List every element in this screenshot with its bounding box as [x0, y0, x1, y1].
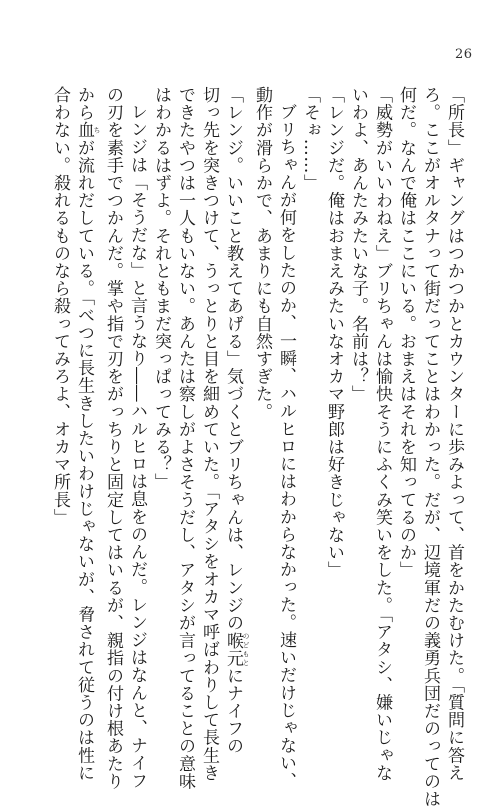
text-column: ブリちゃんが何をしたのか、一瞬、ハルヒロにはわからなかった。速いだけじゃない、: [276, 103, 296, 790]
column-text: が流れだしている。「べつに長生きしたいわけじゃないが、脅されて従うのは性に: [74, 138, 94, 782]
page-number: 26: [455, 47, 473, 62]
text-column: いわよ、あんたみたいな子。名前は？」: [348, 86, 368, 403]
text-column: 「所長」ギャングはつかつかとカウンターに歩みよって、首をかたむけた。「質問に答え: [444, 86, 464, 782]
text-column: 動作が滑らかで、あまりにも自然すぎた。: [252, 86, 272, 421]
furigana: 血 ち: [74, 121, 101, 139]
text-column: 「そぉ……」: [300, 86, 320, 192]
column-text: にナイフの: [223, 666, 243, 755]
text-column: はわかるはずよ。それともまだ突っぱってみる？」: [151, 86, 171, 491]
text-column: 「威勢がいいわねえ」ブリちゃんは愉快そうにふくみ笑いをした。「アタシ、嫌いじゃな: [372, 86, 392, 782]
text-column: 何だ。なんで俺はここにいる。おまえはそれを知ってるのか」: [396, 86, 416, 579]
text-column: [72, 86, 101, 782]
body-text: [50, 86, 466, 808]
text-column: レンジは「そうだな」と言うなり――ハルヒロは息をのんだ。レンジはなんと、ナイフ: [127, 103, 147, 790]
text-column: ろ。ここがオルタナって街だってことはわかった。だが、辺境軍だの義勇兵団だのってのは: [420, 86, 440, 808]
furigana: 喉元 のどもと: [223, 631, 250, 667]
text-column: 切っ先を突きつけて、うっとりと目を細めていた。「アタシをオカマ呼ばわりして長生き: [199, 86, 219, 782]
column-text: から: [74, 86, 94, 122]
text-column: 合わない。殺れるものなら殺ってみろよ、オカマ所長」: [50, 86, 70, 526]
text-column: の刃を素手でつかんだ。掌や指で刃をがっちりと固定してはいるが、親指の付け根あたり: [103, 86, 123, 790]
text-column: 「レンジだ。俺はおまえみたいなオカマ野郎は好きじゃない」: [324, 86, 344, 579]
text-column: できたやつは一人もいない。あんたは察しがよさそうだし、アタシが言ってることの意味: [175, 86, 195, 790]
vertical-text-columns: [50, 86, 466, 808]
text-column: [221, 86, 250, 755]
column-text: 「レンジ。いいこと教えてあげる」気づくとブリちゃんは、レンジの: [223, 86, 243, 632]
